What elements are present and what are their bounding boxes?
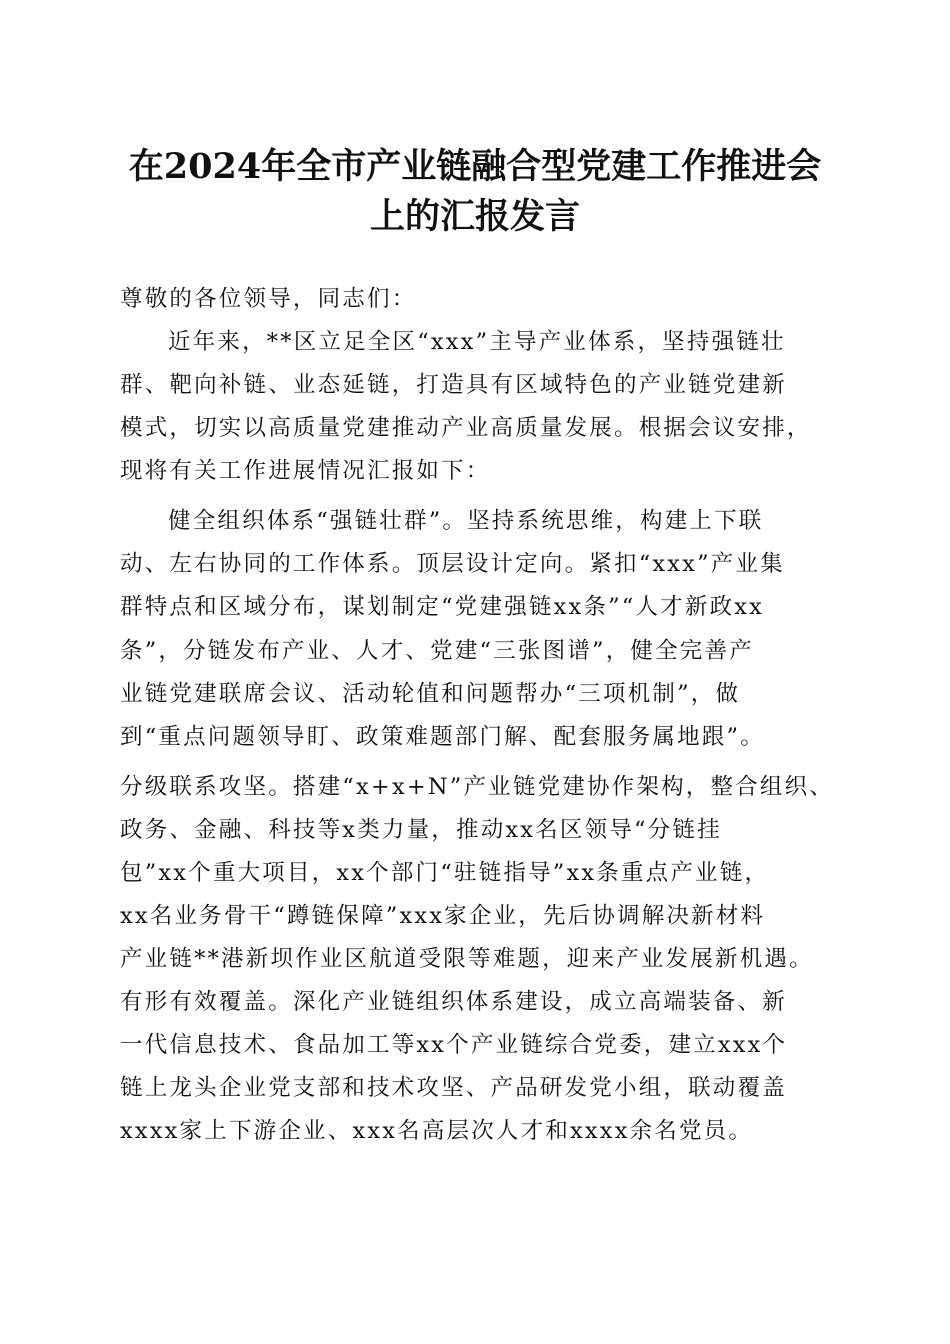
greeting: 尊敬的各位领导，同志们： bbox=[120, 286, 417, 312]
paragraph-2-line: 条”，分链发布产业、人才、党建“三张图谱”，健全完善产 bbox=[120, 638, 754, 664]
paragraph-2-line: 群特点和区域分布，谋划制定“党建强链xx条”“人才新政xx bbox=[120, 594, 765, 620]
paragraph-2-line: 健全组织体系“强链壮群”。坚持系统思维，构建上下联 bbox=[168, 508, 764, 534]
paragraph-2-line: xx名业务骨干“蹲链保障”xxx家企业，先后协调解决新材料 bbox=[120, 903, 766, 929]
paragraph-2-line: 链上龙头企业党支部和技术攻坚、产品研发党小组，联动覆盖 bbox=[120, 1075, 787, 1101]
paragraph-2-line: 动、左右协同的工作体系。顶层设计定向。紧扣“xxx”产业集 bbox=[120, 551, 785, 577]
paragraph-1-line: 近年来，**区立足全区“xxx”主导产业体系，坚持强链壮 bbox=[168, 329, 786, 355]
document-title-line-2: 上的汇报发言 bbox=[369, 196, 580, 237]
paragraph-2-line: 包”xx个重大项目，xx个部门“驻链指导”xx条重点产业链， bbox=[120, 860, 770, 886]
document-title-line-1: 在2024年全市产业链融合型党建工作推进会 bbox=[128, 146, 822, 187]
paragraph-2-line: 到“重点问题领导盯、政策难题部门解、配套服务属地跟”。 bbox=[120, 724, 765, 750]
paragraph-2-line: 政务、金融、科技等x类力量，推动xx名区领导“分链挂 bbox=[120, 817, 722, 843]
paragraph-2-line: 一代信息技术、食品加工等xx个产业链综合党委，建立xxx个 bbox=[120, 1032, 788, 1058]
paragraph-2-line: 有形有效覆盖。深化产业链组织体系建设，成立高端装备、新 bbox=[120, 989, 787, 1015]
paragraph-2-line: 业链党建联席会议、活动轮值和问题帮办“三项机制”，做 bbox=[120, 681, 741, 707]
paragraph-1-line: 模式，切实以高质量党建推动产业高质量发展。根据会议安排， bbox=[120, 415, 812, 441]
paragraph-1-line: 现将有关工作进展情况汇报如下： bbox=[120, 458, 491, 484]
paragraph-1-line: 群、靶向补链、业态延链，打造具有区域特色的产业链党建新 bbox=[120, 372, 787, 398]
paragraph-2-line: xxxx家上下游企业、xxx名高层次人才和xxxx余名党员。 bbox=[120, 1118, 754, 1144]
paragraph-2-line: 产业链**港新坝作业区航道受限等难题，迎来产业发展新机遇。 bbox=[120, 946, 814, 972]
paragraph-2-line: 分级联系攻坚。搭建“x+x+N”产业链党建协作架构，整合组织、 bbox=[120, 774, 834, 800]
